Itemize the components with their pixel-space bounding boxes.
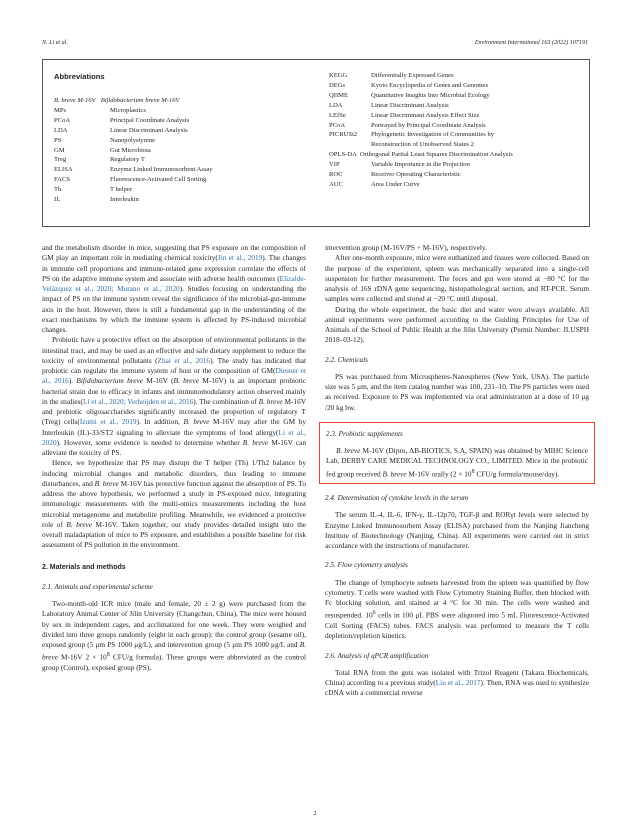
citation-link[interactable]: Jin et al., 2019 (217, 253, 263, 263)
abbreviation-definition: Reconstruction of Unobserved States 2 (371, 141, 474, 149)
abbreviation-definition: Linear Discriminant Analysis (110, 126, 188, 134)
citation-link[interactable]: Izumi et al., 2019 (79, 417, 137, 427)
subsection-heading: 2.4. Determination of cytokine levels in the serum (325, 494, 469, 503)
abbreviation-row (329, 170, 513, 180)
abbreviation-key: QIIME (329, 91, 349, 99)
abbreviation-key: GM (54, 146, 65, 154)
abbreviation-row (54, 146, 213, 156)
abbreviation-definition: Enzyme Linked Immunosorbent Assay (110, 166, 213, 174)
abbreviation-definition: Nanopolystyrene (110, 136, 156, 144)
running-header (42, 40, 588, 46)
abbreviation-row (54, 106, 213, 116)
paragraph: During the whole experiment, the basic diet and water were always available. All animal experiments were performed according to the Guiding Principles for Use of Animals of the School of Public Health at the Jilin University (Permit Number: JLUSPH 2018–03-12). (325, 304, 589, 345)
abbreviation-row (329, 101, 513, 111)
abbreviation-key: ELISA (54, 166, 73, 174)
paragraph: and the metabolism disorder in mice, suggesting that PS exposure on the composition of GM play an important role in mediating chemical toxicity(Jin et al., 2019). The changes in immune cell proportions and immune-related gene expression correlate the effects of PS on the adaptive immune system and associate with adverse health outcomes (Elizalde-Velázquez et al., 2020; Murano et al., 2020). Studies focusing on understanding the impact of PS on the immune system reveal the significance of the microbial-gut-immune axis in the host. However, there is still a fundamental gap in the understanding of the exact mechanisms by which the immune system is affected by PS-induced microbial changes. (42, 243, 307, 334)
abbreviations-left-column (54, 96, 213, 205)
abbreviation-definition: Variable Importance in the Projection (371, 161, 470, 169)
abbreviation-row (329, 121, 513, 131)
abbreviation-definition: Differentially Expressed Genes (371, 72, 454, 79)
header-journal: Environment International 163 (2022) 107191 (474, 40, 588, 46)
abbreviation-row (54, 155, 213, 165)
abbreviation-key: PCoA (54, 116, 71, 124)
abbreviation-row (54, 116, 213, 126)
citation-link[interactable]: Diesner et al., 2016 (42, 366, 306, 386)
right-column (325, 243, 589, 699)
abbreviation-key: LDA (54, 126, 68, 134)
paragraph: Hence, we hypothesize that PS may disrupt the T helper (Th) 1/Th2 balance by inducing microbial changes and metabolic disorders, thus leading to immune disturbances, and B. breve M-16V has protective function against the absorption of PS. To address the above hypothesis, we performed a study in PS-exposed mice, integrating immunologic measurements with the multi-omics measurements including the host microbial metagenome and metabolite profiling. Meanwhile, we evidenced a protective role of B. breve M-16V. Taken together, our study provides detailed insight into the overall maladaptation of mice to PS exposure, and establishes a possible baseline for risk assessment of PS pollution in the environment. (42, 458, 307, 550)
abbreviation-key: Treg (54, 156, 67, 164)
abbreviation-key: KEGG (329, 72, 348, 79)
abbreviation-key: MPs (54, 106, 67, 114)
citation-link[interactable]: Li et al., 2020 (42, 427, 306, 447)
paragraph: Probiotic have a protective effect on the absorption of environmental pollutants in the intestinal tract, and may be used as an effective and safe dietary supplement to reduce the toxicity of environmental pollutants (Zhai et al., 2016). The study has indicated that probiotic can regulate the immune system of host or the composition of GM(Diesner et al., 2016). Bifidobacterium breve M-16V (B. breve M-16V) is an important probiotic bacterial strain due to efficacy in infants and immunomodulatory action observed mainly in the studies(Li et al., 2020; Verheijden et al., 2016). The combination of B. breve M-16V and prebiotic oligosaccharides significantly increased the proportion of regulatory T (Treg) cells(Izumi et al., 2019). In addition, B. breve M-16V may alter the GM by Interleukin (IL)-33/ST2 signaling to alleviate the symptoms of food allergy(Li et al., 2020). However, some evidence is needed to determine whether B. breve M-16V can alleviate the toxicity of PS. (42, 335, 307, 457)
paragraph: intervention group (M-16V/PS + M-16V), respectively. (325, 243, 487, 252)
abbreviation-row (54, 136, 213, 146)
abbreviation-key: VIP (329, 161, 340, 169)
abbreviation-key: B. breve M-16V (54, 97, 96, 104)
citation-link[interactable]: Li et al., 2020; Verheijden et al., 2016 (82, 396, 194, 406)
abbreviation-key: Th (54, 186, 62, 194)
subsection-heading: 2.6. Analysis of qPCR amplification (325, 651, 429, 660)
abbreviation-key: LDA (329, 101, 343, 109)
abbreviation-row (329, 160, 513, 170)
abbreviation-key: AUC (329, 180, 343, 188)
abbreviation-definition: Bifidobacterium breve M-16V (100, 97, 180, 104)
abbreviation-definition: Phylogenetic Investigation of Communities by (371, 131, 495, 139)
abbreviations-right-column (329, 71, 513, 190)
left-column (42, 243, 306, 673)
abbreviation-key: PS (54, 136, 62, 144)
abbreviation-definition: Linear Discriminant Analysis (371, 101, 449, 109)
paragraph: B. breve M-16V (Dipro, AB-BIOTICS, S.A, SPAIN) was obtained by MIHC Science Lab, DERBY CARE MEDICAL TECHNOLOGY CO., LIMITED. Mice in the probiotic fed group received B. breve M-16V orally ($2 \times 10^8$ CFU/g formula/mouse/day). (326, 446, 589, 478)
abbreviation-definition: Area Under Curve (371, 180, 420, 188)
abbreviation-key: LEfSe (329, 111, 346, 119)
abbreviation-definition: Principal Coordinate Analysis (110, 116, 190, 124)
section-heading: 2. Materials and methods (42, 563, 126, 571)
abbreviation-row (329, 180, 513, 190)
abbreviation-row (54, 96, 213, 106)
abbreviation-row (54, 126, 213, 136)
abbreviation-definition: Linear Discriminant Analysis Effect Size (371, 111, 480, 119)
abbreviation-key: FACS (54, 176, 71, 184)
header-authors: N. Li et al. (42, 40, 68, 46)
abbreviation-definition: Portrayed by Principal Coordinate Analysis (371, 121, 486, 129)
citation-link[interactable]: Elizalde-Velázquez et al., 2020; Murano et al., 2020 (42, 273, 306, 293)
abbreviation-definition: Orthogonal Partial Least Squares Discrimination Analysis (359, 151, 513, 159)
paragraph: After one-month exposure, mice were euthanized and tissues were collected. Based on the purpose of the experiment, spleen was mechanically separated into a single-cell suspension for further measurement. The feces and gut were stored at −80 °C for the analysis of 16S rDNA gene sequencing, histopathological section, and RT-PCR. Serum samples were collected and stored at −20 °C until disposal. (325, 253, 589, 304)
paragraph: The serum IL-4, IL-6, IFN-γ, IL-12p70, TGF-β and RORγt levels were selected by Enzyme Linked Immunosorbent Assay (ELISA) purchased from the Nanjing Jiancheng Institute of Biotechnology (Nanjing, China). All experiments were carried out in strict accordance with the instructions of manufacturer. (325, 510, 589, 551)
abbreviation-row (329, 71, 513, 81)
abbreviations-title: Abbreviations (54, 72, 105, 81)
abbreviation-row (329, 130, 513, 140)
citation-link[interactable]: Liu et al., 2017 (435, 678, 481, 688)
paragraph: The change of lymphocyte subsets harvested from the spleen was quantified by flow cytometry. T cells were washed with Flow Cytometry Staining Buffer, then blocked with Fc blocking solution, and stained at 4 °C for 30 min. The cells were washed and resuspended. $10^6$ cells in 100 μL PBS were aliquoted into 5 mL Fluorescence-Activated Cell Sorting (FACS) tubes. FACS analysis was performed to measure the T cells depletion/repletion kinetics. (325, 577, 589, 641)
abbreviation-definition: Microplastics (110, 106, 146, 114)
abbreviation-key: OPLS-DA (329, 151, 357, 159)
citation-link[interactable]: Zhai et al., 2016 (157, 355, 211, 365)
highlighted-section-probiotic (319, 422, 595, 484)
abbreviation-row (329, 111, 513, 121)
abbreviation-row (329, 140, 513, 150)
paragraph: Two-month-old ICR mice (male and female, 20 ± 2 g) were purchased from the Laboratory Animal Center of Jilin University (Changchun, China). The mice were housed by sex in independent cages, and acclimatized for one week. They were weighed and divided into three groups randomly (eight in each group): the control group (sesame oil), exposed group (5 μm PS 1000 μg/L), and intervention group (5 μm PS 1000 μg/L and B. breve M-16V $2 \times 10^8$ CFU/g formula). These groups were abbreviated as the control group (Control), exposed group (PS), (42, 599, 306, 672)
abbreviations-box (42, 59, 590, 227)
abbreviation-definition: Interleukin (110, 196, 139, 204)
subsection-heading: 2.3. Probiotic supplements (326, 429, 403, 438)
abbreviation-row (54, 185, 213, 195)
abbreviation-definition: Fluorescence-Activated Cell Sorting (110, 176, 207, 184)
abbreviation-definition: Gut Microbiota (110, 146, 151, 154)
paragraph: Total RNA from the guts was isolated with Trizol Reagent (Takara Biochemicals, China) according to a previous study(Liu et al., 2017). Then, RNA was used to synthesize cDNA with a commercial reverse (325, 667, 590, 698)
abbreviation-row (329, 150, 513, 160)
abbreviation-definition: Quantitative Insights Into Microbial Ecology (371, 91, 490, 99)
subsection-heading: 2.5. Flow cytometry analysis (325, 561, 408, 570)
paragraph: PS was purchased from Microspheres-Nanospheres (New York, USA). The particle size was 5 μm, and the item catalog number was 100, 231–10. The PS particles were used as received. Exposure to PS was implemented via oral administration at a dose of 10 μg /20 kg bw. (325, 371, 589, 412)
abbreviation-row (329, 91, 513, 101)
abbreviation-row (54, 175, 213, 185)
abbreviation-key: DEGs (329, 81, 346, 89)
abbreviation-row (54, 195, 213, 205)
abbreviation-definition: Regulatory T (110, 156, 145, 164)
page-number: 2 (313, 810, 317, 817)
abbreviation-row (54, 165, 213, 175)
abbreviation-row (329, 81, 513, 91)
abbreviation-key: PICRUSt2 (329, 131, 358, 139)
abbreviation-definition: Receiver Operating Characteristic (371, 171, 461, 179)
abbreviation-key: PCoA (329, 121, 346, 129)
abbreviation-key: ROC (329, 171, 343, 179)
abbreviation-definition: Kyoto Encyclopedia of Genes and Genomes (371, 81, 489, 89)
abbreviation-key: IL (54, 196, 61, 204)
subsection-heading: 2.1. Animals and experimental scheme (42, 582, 153, 591)
abbreviation-definition: T helper (110, 186, 133, 194)
subsection-heading: 2.2. Chemicals (325, 355, 368, 364)
